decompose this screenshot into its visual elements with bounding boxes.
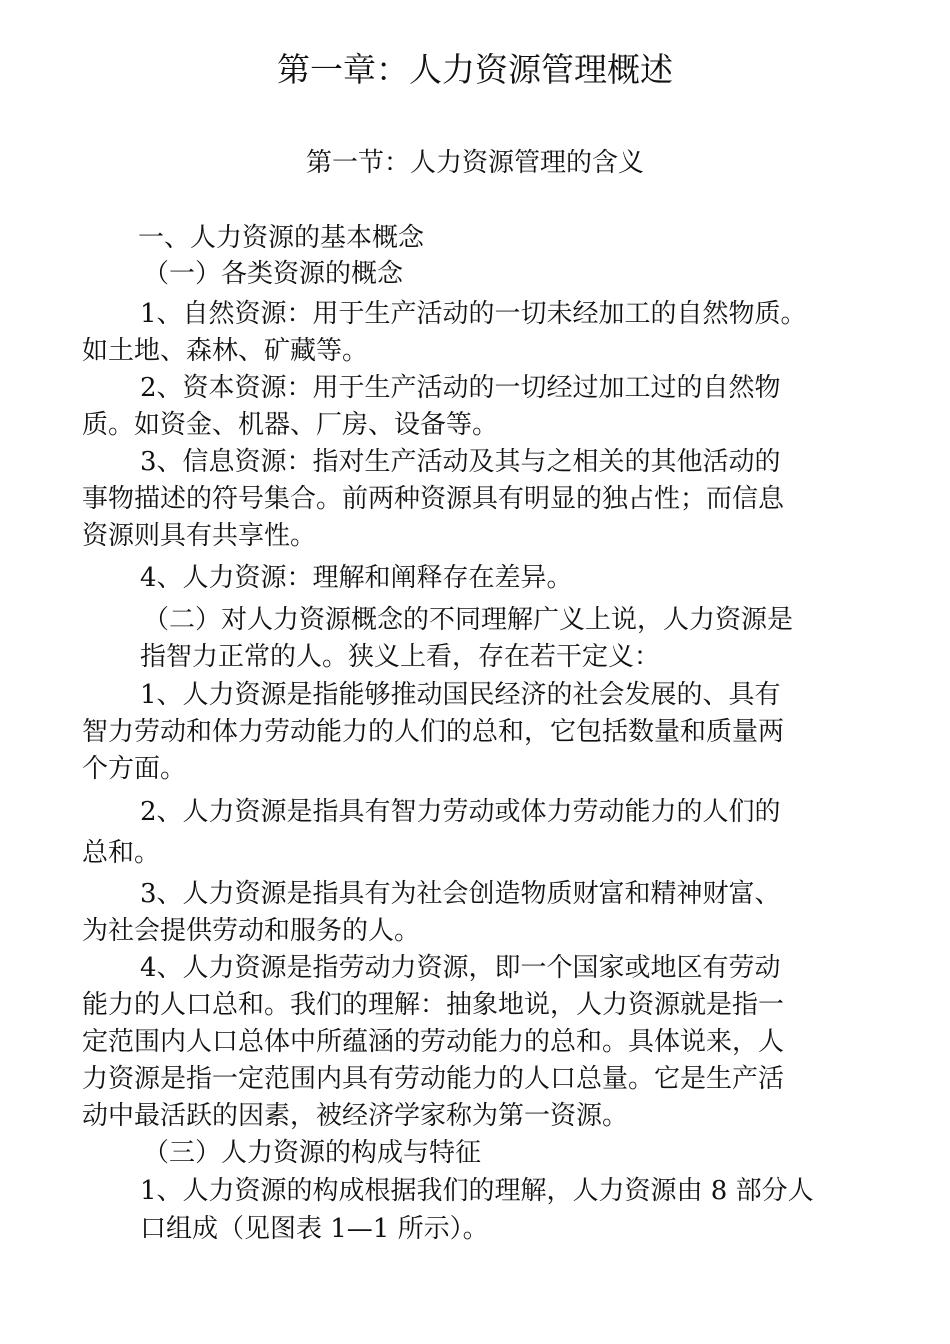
paragraph-line: 1、人力资源的构成根据我们的理解，人力资源由 8 部分人: [140, 1176, 814, 1206]
paragraph-line: 指智力正常的人。狭义上看，存在若干定义：: [140, 642, 661, 672]
paragraph-line: 能力的人口总和。我们的理解：抽象地说，人力资源就是指一: [82, 990, 785, 1020]
paragraph-line: 2、人力资源是指具有智力劳动或体力劳动能力的人们的: [140, 797, 781, 827]
paragraph-line: 事物描述的符号集合。前两种资源具有明显的独占性；而信息: [82, 484, 785, 514]
paragraph-line: 如土地、森林、矿藏等。: [82, 336, 369, 366]
heading-basic-concept: 一、人力资源的基本概念: [138, 223, 425, 253]
subheading-composition-features: （三）人力资源的构成与特征: [143, 1138, 482, 1168]
paragraph-line: 4、人力资源：理解和阐释存在差异。: [140, 563, 573, 593]
paragraph-line: 资源则具有共享性。: [82, 521, 317, 551]
paragraph-line: 4、人力资源是指劳动力资源，即一个国家或地区有劳动: [140, 953, 781, 983]
paragraph-line: 口组成（见图表 1—1 所示）。: [140, 1214, 489, 1244]
paragraph-line: 2、资本资源：用于生产活动的一切经过加工过的自然物: [140, 373, 781, 403]
paragraph-line: 为社会提供劳动和服务的人。: [82, 916, 421, 946]
paragraph-line: 个方面。: [82, 754, 187, 784]
section-title: 第一节：人力资源管理的含义: [305, 148, 644, 178]
paragraph-line: 动中最活跃的因素，被经济学家称为第一资源。: [82, 1101, 629, 1131]
paragraph-line: 3、人力资源是指具有为社会创造物质财富和精神财富、: [140, 879, 781, 909]
paragraph-line: 1、自然资源：用于生产活动的一切未经加工的自然物质。: [140, 299, 807, 329]
paragraph-line: 定范围内人口总体中所蕴涵的劳动能力的总和。具体说来，人: [82, 1027, 785, 1057]
paragraph-line: 智力劳动和体力劳动能力的人们的总和，它包括数量和质量两: [82, 717, 785, 747]
paragraph-line: 总和。: [82, 838, 161, 868]
subheading-resource-concepts: （一）各类资源的概念: [143, 259, 404, 289]
paragraph-line: 质。如资金、机器、厂房、设备等。: [82, 410, 499, 440]
paragraph-line: 力资源是指一定范围内具有劳动能力的人口总量。它是生产活: [82, 1064, 785, 1094]
paragraph-line: 3、信息资源：指对生产活动及其与之相关的其他活动的: [140, 447, 781, 477]
subheading-different-understandings: （二）对人力资源概念的不同理解广义上说，人力资源是: [143, 605, 794, 635]
chapter-title: 第一章：人力资源管理概述: [277, 50, 673, 89]
paragraph-line: 1、人力资源是指能够推动国民经济的社会发展的、具有: [140, 680, 781, 710]
